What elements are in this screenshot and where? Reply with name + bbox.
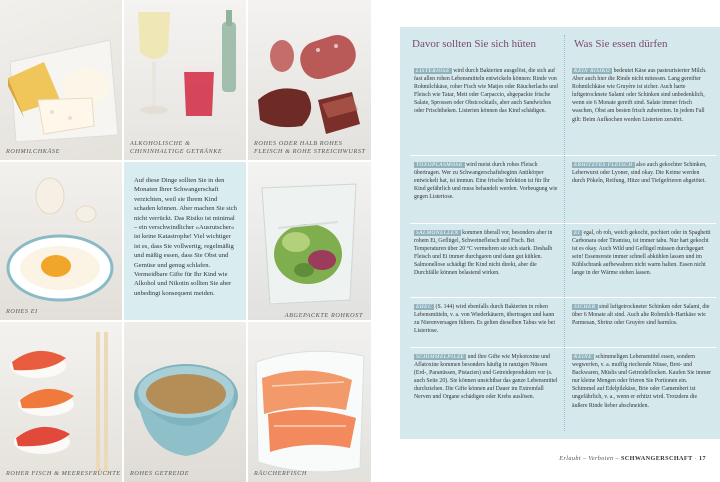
photo-getreide bbox=[124, 322, 246, 482]
caption-rohkost: ABGEPACKTE ROHKOST bbox=[284, 312, 363, 319]
caption-rohmilchkaese: ROHMILCHKÄSE bbox=[6, 148, 60, 155]
tag-schimmelpilze: SCHIMMELPILZE bbox=[416, 354, 465, 360]
block-toxoplasmose bbox=[414, 161, 558, 201]
column-divider bbox=[564, 35, 565, 431]
tag-kein-risiko: KEIN RISIKO bbox=[574, 68, 611, 74]
egg-illustration bbox=[0, 162, 122, 320]
text-kein-risiko: bedeutet Käse aus pasteurisierter Milch. Aber auch hier die Rinde nicht mitessen. Lang gereifter Rohmilchkäse wie Gruyère ist sicher. Auch harte luftgetrocknete Salami oder Schinken sind unbedenklich, wenn sie 6 Monate gereift sind. Salate immer frisch waschen, Obst am besten frisch zubereiten. In jedem Fall gilt: Beim Aufkochen werden Listerien zerstört. bbox=[572, 68, 707, 123]
sushi-illustration bbox=[0, 322, 122, 482]
photo-fisch bbox=[0, 322, 122, 482]
tag-keine: KEINE bbox=[574, 354, 593, 360]
page-number: 17 bbox=[699, 455, 706, 462]
caption-rohes-ei: ROHES EI bbox=[6, 308, 38, 315]
block-keine bbox=[572, 353, 712, 410]
tag-toxoplasmose: TOXOPLASMOSE bbox=[416, 162, 463, 168]
text-salmonellen: kommen überall vor, besonders aber in rohem Ei, Geflügel, Schweinefleisch und Fisch. Bei Temperaturen über 20 °C vermehren sie sich stark. Deshalb Fleisch und Ei immer durchgaren und dann gut kühlen. Salmonellose schädigt Ihr Kind nicht direkt, aber die Durchfälle können belastend wirken. bbox=[414, 230, 553, 277]
meat-illustration bbox=[248, 0, 371, 160]
intro-text: Auf diese Dinge sollten Sie in den Monaten Ihrer Schwangerschaft verzichten, weil sie Ihrem Kind schaden können. Aber machen Sie sich nicht verrückt. Das Risiko ist minimal – ein verschwindlicher »Ausrutscher« ist keine Katastrophe! Viel wichtiger ist es, dass Sie vollwertig, regelmäßig und mäßig essen, dass Sie Obst und Gemüse und genug schlafen. Vermeidbare Gifte für Ihr Kind wie Alkohol und Nikotin sollten Sie aber unbedingt konsequent meiden. bbox=[134, 177, 237, 297]
caption-raeucherfisch: RÄUCHERFISCH bbox=[254, 470, 307, 477]
tag-erhitztes-fleisch: ERHITZTES FLEISCH bbox=[574, 162, 633, 168]
block-ehec bbox=[414, 303, 558, 335]
page-footer: Erlaubt – Verboten – SCHWANGERSCHAFT · 17 bbox=[559, 455, 706, 462]
photo-rohkost bbox=[248, 162, 371, 320]
row-divider bbox=[410, 223, 716, 224]
grain-bowl-illustration bbox=[124, 322, 246, 482]
tag-listeriose: LISTERIOSE bbox=[416, 68, 450, 74]
block-erhitztes-fleisch bbox=[572, 161, 712, 185]
info-panel bbox=[400, 27, 720, 439]
caption-fisch: ROHER FISCH & MEERESFRÜCHTE bbox=[6, 470, 121, 477]
photo-alkohol bbox=[124, 0, 246, 160]
salad-bag-illustration bbox=[248, 162, 371, 320]
row-divider bbox=[410, 297, 716, 298]
intro-panel bbox=[124, 162, 246, 320]
text-ehec: (S. 144) wird ebenfalls durch Bakterien in rohen Lebensmitteln, v. a. von Wiederkäuern, übertragen und kann zu Nierenversagen führen. Es gelten dieselben Tabus wie bei Listeriose. bbox=[414, 304, 555, 335]
caption-alkohol: ALKOHOLISCHE & CHININHALTIGE GETRÄNKE bbox=[130, 140, 223, 155]
block-kein-risiko bbox=[572, 67, 712, 124]
heading-avoid: Davor sollten Sie sich hüten bbox=[412, 38, 537, 50]
text-schimmelpilze: und ihre Gifte wie Mykotoxine und Aflatoxine kommen besonders häufig in ranzigen Nüssen (Erd-, Paranüssen, Pistazien) und Getreideprodukten vor (s. auch Seite 20). Sie können unsichtbar das ganze Lebensmittel durchziehen. Die Gifte können auf Dauer im Extremfall Nerven und Organe schädigen oder Krebs auslösen. bbox=[414, 354, 558, 401]
text-sicher: sind luftgetrockneter Schinken oder Salami, die über 6 Monate alt sind. Auch alte Rohmilch-Hartkäse wie Parmesan, Sbrinz oder Gruyère sind harmlos. bbox=[572, 304, 710, 327]
photo-rohes-ei bbox=[0, 162, 122, 320]
cheese-illustration bbox=[0, 0, 122, 160]
block-ei bbox=[572, 229, 712, 278]
tag-ei: EI bbox=[574, 230, 581, 236]
photo-rohmilchkaese bbox=[0, 0, 122, 160]
photo-fleisch bbox=[248, 0, 371, 160]
block-sicher bbox=[572, 303, 712, 327]
footer-left-text: Erlaubt – Verboten – bbox=[559, 455, 619, 462]
caption-fleisch: ROHES ODER HALB ROHES FLEISCH & ROHE STREICHWURST bbox=[254, 140, 366, 155]
block-schimmelpilze bbox=[414, 353, 558, 402]
drinks-illustration bbox=[124, 0, 246, 160]
caption-getreide: ROHES GETREIDE bbox=[130, 470, 190, 477]
photo-raeucherfisch bbox=[248, 322, 371, 482]
row-divider bbox=[410, 347, 716, 348]
block-salmonellen bbox=[414, 229, 558, 278]
text-erhitztes-fleisch: also auch gekochter Schinken, Leberwurst oder Lyoner, sind okay. Die Keime werden durch Pökeln, Reifung, Hitze und Tiefgefrieren abgetötet. bbox=[572, 162, 707, 185]
block-listeriose bbox=[414, 67, 558, 116]
tag-salmonellen: SALMONELLEN bbox=[416, 230, 459, 236]
smoked-salmon-illustration bbox=[248, 322, 371, 482]
text-ei: egal, ob roh, weich gekocht, pochiert oder in Spaghetti Carbonara oder Tiramisu, ist immer tabu. Nur hart gekocht ist es okay. Auch Wild und Geflügel müssen durchgegart sein! Essensreste immer schnell abkühlen lassen und im Kühlschrank aufbewahren nicht warm halten. Essen nicht lange in der Wärme stehen lassen. bbox=[572, 230, 711, 277]
footer-section: SCHWANGERSCHAFT bbox=[620, 455, 693, 462]
heading-allowed: Was Sie essen dürfen bbox=[574, 38, 668, 50]
tag-sicher: SICHER bbox=[574, 304, 596, 310]
tag-ehec: EHEC bbox=[416, 304, 433, 310]
text-keine: schimmeligen Lebensmittel essen, sondern wegwerfen, v. a. muffig riechende Nüsse, Brot- und Backwaren, Müslis und Getreideflocken. Kaufen Sie immer nur kleine Mengen oder frieren Sie Portionen ein. Schimmel auf Edelpilzkäse, Brie oder Camembert ist ungefährlich, v. a., wenn er erhitzt wird. Trotzdem die äußere Rinde lieber abschneiden. bbox=[572, 354, 712, 409]
text-toxoplasmose: wird meist durch rohes Fleisch übertragen. Wer zu Schwangerschaftsbeginn Antikörper entwickelt hat, ist immun. Eine frische Infektion ist für Ihr Kind gefährlich und muss behandelt werden. Vorbeugung wie gegen Listeriose. bbox=[414, 162, 558, 201]
text-listeriose: wird durch Bakterien ausgelöst, die sich auf fast allen rohen Lebensmitteln entwickeln können: Rinde von Rohmilchkäse, roher Fisch wie Matjes oder Räucherlachs und Fleisch wie Tatar, Mett oder Carpaccio, abgepackte frische Salate, Sprossen oder Obstcocktails, aber auch Sandwiches oder Frischtheken. Listerien können das Kind schädigen. bbox=[414, 68, 558, 115]
row-divider bbox=[410, 155, 716, 156]
